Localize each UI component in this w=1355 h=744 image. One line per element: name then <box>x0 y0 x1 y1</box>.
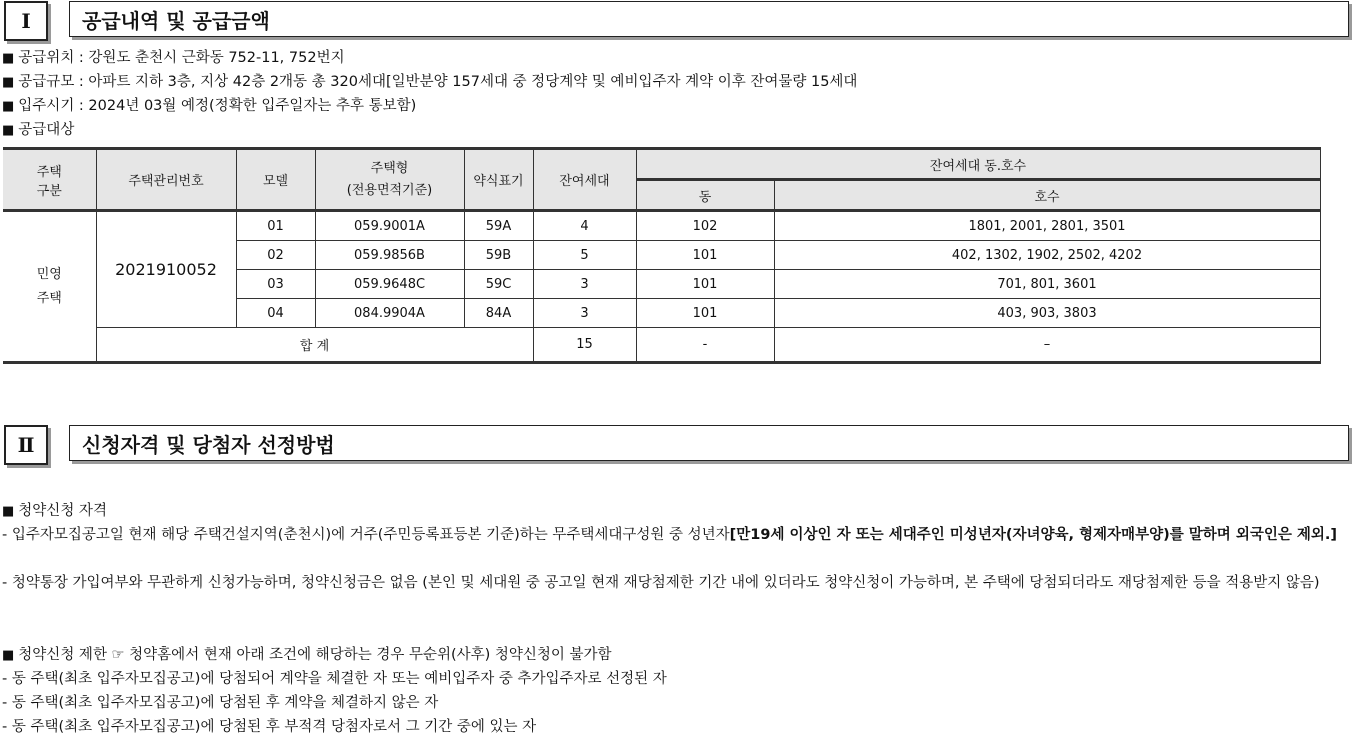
total-remaining: 15 <box>533 328 636 363</box>
bullet-target: ■ 공급대상 <box>2 122 75 138</box>
table-row <box>3 211 1320 241</box>
dong-cell: 101 <box>636 299 774 328</box>
ho-cell: 402, 1302, 1902, 2502, 4202 <box>774 241 1320 270</box>
remaining-cell: 3 <box>533 270 636 299</box>
square-bullet-icon: ■ <box>2 504 15 519</box>
short-label-cell: 59B <box>464 241 533 270</box>
header-dong: 동 <box>636 180 774 211</box>
header-short-label: 약식표기 <box>464 149 533 211</box>
housing-type-cell: 059.9856B <box>315 241 464 270</box>
square-bullet-icon: ■ <box>2 123 15 138</box>
restriction-item-1: - 동 주택(최초 입주자모집공고)에 당첨되어 계약을 체결한 자 또는 예비입주자 중 추가입주자로 선정된 자 <box>2 671 667 687</box>
restriction-item-2: - 동 주택(최초 입주자모집공고)에 당첨된 후 계약을 체결하지 않은 자 <box>2 695 439 711</box>
header-housing-type: 주택형 (전용면적기준) <box>315 149 464 211</box>
remaining-cell: 4 <box>533 211 636 241</box>
section-1-number: I <box>4 1 48 41</box>
total-row <box>3 328 1320 363</box>
square-bullet-icon: ■ <box>2 75 15 90</box>
model-cell: 02 <box>236 241 315 270</box>
qualification-heading: ■ 청약신청 자격 <box>2 503 107 519</box>
short-label-cell: 59C <box>464 270 533 299</box>
bullet-scale: ■ 공급규모 : 아파트 지하 3층, 지상 42층 2개동 총 320세대[일반분양 157세대 중 정당계약 및 예비입주자 계약 이후 잔여물량 15세대 <box>2 74 858 90</box>
square-bullet-icon: ■ <box>2 51 15 66</box>
dong-cell: 101 <box>636 241 774 270</box>
supply-table <box>3 147 1321 364</box>
section-2-title: 신청자격 및 당첨자 선정방법 <box>69 425 1349 461</box>
mgmt-number-cell: 2021910052 <box>96 211 236 328</box>
qualification-line-2: - 청약통장 가입여부와 무관하게 신청가능하며, 청약신청금은 없음 (본인 및 세대원 중 공고일 현재 재당첨제한 기간 내에 있더라도 청약신청이 가능하며, 본 주택에 당첨되더라도 재당첨제한 등을 적용받지 않음) <box>2 575 1320 591</box>
remaining-cell: 3 <box>533 299 636 328</box>
header-mgmt-number: 주택관리번호 <box>96 149 236 211</box>
short-label-cell: 84A <box>464 299 533 328</box>
square-bullet-icon: ■ <box>2 99 15 114</box>
model-cell: 04 <box>236 299 315 328</box>
bullet-movein: ■ 입주시기 : 2024년 03월 예정(정확한 입주일자는 추후 통보함) <box>2 98 417 114</box>
ho-cell: 701, 801, 3601 <box>774 270 1320 299</box>
ho-cell: 1801, 2001, 2801, 3501 <box>774 211 1320 241</box>
housing-type-cell: 059.9648C <box>315 270 464 299</box>
total-dong: - <box>636 328 774 363</box>
housing-type-cell: 084.9904A <box>315 299 464 328</box>
remaining-cell: 5 <box>533 241 636 270</box>
restriction-item-3: - 동 주택(최초 입주자모집공고)에 당첨된 후 부적격 당첨자로서 그 기간 중에 있는 자 <box>2 719 537 735</box>
model-cell: 03 <box>236 270 315 299</box>
header-remaining: 잔여세대 <box>533 149 636 211</box>
dong-cell: 102 <box>636 211 774 241</box>
header-house-type: 주택 구분 <box>3 149 96 211</box>
header-ho: 호수 <box>774 180 1320 211</box>
qualification-line-1: - 입주자모집공고일 현재 해당 주택건설지역(춘천시)에 거주(주민등록표등본 기준)하는 무주택세대구성원 중 성년자[만19세 이상인 자 또는 세대주인 미성년자(자녀양육, 형제자매부양)를 말하며 외국인은 제외.] <box>2 527 1338 543</box>
total-ho: – <box>774 328 1320 363</box>
house-type-cell: 민영 주택 <box>3 211 96 363</box>
section-2-number: Ⅱ <box>4 425 48 465</box>
ho-cell: 403, 903, 3803 <box>774 299 1320 328</box>
square-bullet-icon: ■ <box>2 648 15 663</box>
restriction-heading: ■ 청약신청 제한 ☞ 청약홈에서 현재 아래 조건에 해당하는 경우 무순위(사후) 청약신청이 불가함 <box>2 647 612 663</box>
short-label-cell: 59A <box>464 211 533 241</box>
bullet-location: ■ 공급위치 : 강원도 춘천시 근화동 752-11, 752번지 <box>2 50 345 66</box>
section-2-header <box>4 425 1349 463</box>
total-label: 합 계 <box>96 328 533 363</box>
section-1-header <box>4 1 1349 39</box>
header-unit-group: 잔여세대 동.호수 <box>636 149 1320 180</box>
model-cell: 01 <box>236 211 315 241</box>
dong-cell: 101 <box>636 270 774 299</box>
header-model: 모델 <box>236 149 315 211</box>
section-1-title: 공급내역 및 공급금액 <box>69 1 1349 37</box>
qualification-emphasis: [만19세 이상인 자 또는 세대주인 미성년자(자녀양육, 형제자매부양)를 말하며 외국인은 제외.] <box>729 527 1338 543</box>
housing-type-cell: 059.9001A <box>315 211 464 241</box>
